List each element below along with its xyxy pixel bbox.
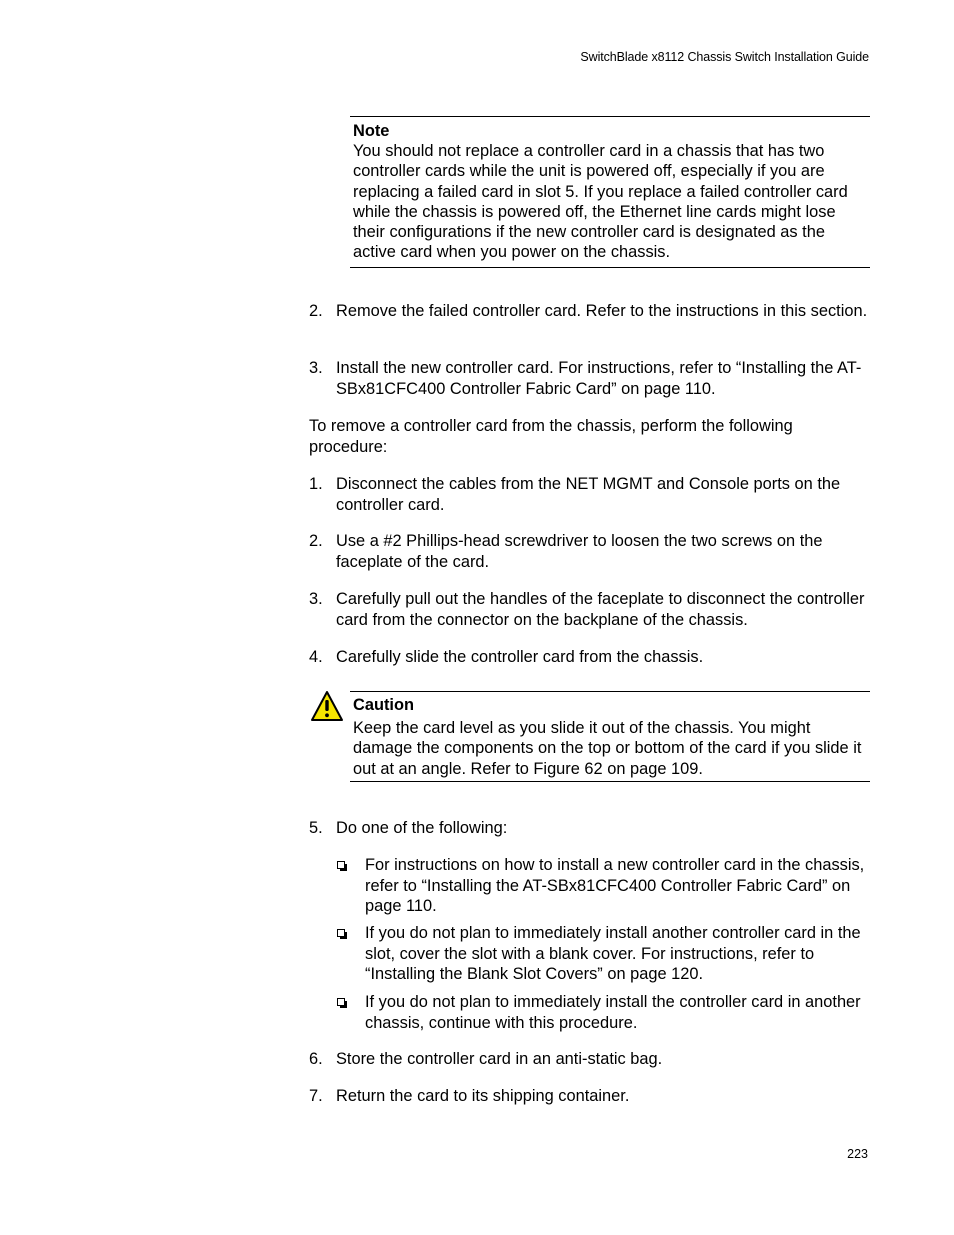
bullet-item bbox=[337, 923, 870, 985]
step-number: 3. bbox=[309, 359, 323, 377]
step-number: 2. bbox=[309, 302, 323, 320]
step-number: 1. bbox=[309, 475, 323, 493]
step-number: 5. bbox=[309, 819, 323, 837]
caution-title: Caution bbox=[353, 696, 415, 714]
list-item bbox=[309, 531, 870, 572]
bullet-text: If you do not plan to immediately install the controller card in another chassis, continue with this procedure. bbox=[365, 993, 861, 1032]
list-item bbox=[309, 818, 870, 839]
step-text: Return the card to its shipping container. bbox=[336, 1087, 630, 1105]
list-item bbox=[309, 1086, 870, 1107]
step-text: Carefully pull out the handles of the faceplate to disconnect the controller card from the connector on the backplane of the chassis. bbox=[336, 590, 865, 629]
step-text: Store the controller card in an anti-static bag. bbox=[336, 1050, 663, 1068]
step-text: Use a #2 Phillips-head screwdriver to loosen the two screws on the faceplate of the card. bbox=[336, 532, 823, 571]
warning-triangle-icon bbox=[310, 690, 344, 722]
step-text: Remove the failed controller card. Refer to the instructions in this section. bbox=[336, 302, 868, 320]
checkbox-bullet-icon bbox=[337, 929, 345, 937]
note-box bbox=[350, 116, 870, 268]
running-header: SwitchBlade x8112 Chassis Switch Installation Guide bbox=[580, 50, 869, 64]
bullet-text: For instructions on how to install a new controller card in the chassis, refer to “Installing the AT-SBx81CFC400 Controller Fabric Card” on page 110. bbox=[365, 856, 865, 915]
note-body: You should not replace a controller card in a chassis that has two controller cards while the unit is powered off, especially if you are replacing a failed card in slot 5. If you replace a failed controller card while the chassis is powered off, the Ethernet line cards might lose their configurations if the new controller card is designated as the active card when you power on the chassis. bbox=[353, 142, 848, 262]
list-item bbox=[309, 474, 870, 515]
step-number: 6. bbox=[309, 1050, 323, 1068]
step-text: Carefully slide the controller card from the chassis. bbox=[336, 648, 704, 666]
page-number: 223 bbox=[847, 1147, 868, 1161]
list-item bbox=[309, 1049, 870, 1070]
bullet-text: If you do not plan to immediately install another controller card in the slot, cover the slot with a blank cover. For instructions, refer to “Installing the Blank Slot Covers” on page 120. bbox=[365, 924, 861, 983]
note-title: Note bbox=[353, 122, 390, 140]
caution-body: Keep the card level as you slide it out of the chassis. You might damage the components on the top or bottom of the card if you slide it out at an angle. Refer to Figure 62 on page 109. bbox=[353, 719, 862, 778]
list-item bbox=[309, 647, 870, 668]
step-number: 7. bbox=[309, 1087, 323, 1105]
bullet-item bbox=[337, 855, 870, 917]
step-text: Install the new controller card. For instructions, refer to “Installing the AT-SBx81CFC400 Controller Fabric Card” on page 110. bbox=[336, 359, 862, 398]
list-item bbox=[309, 301, 870, 322]
step-text: Disconnect the cables from the NET MGMT and Console ports on the controller card. bbox=[336, 475, 841, 514]
list-item bbox=[309, 589, 870, 630]
step-text: Do one of the following: bbox=[336, 819, 508, 837]
bullet-item bbox=[337, 992, 870, 1033]
procedure-intro: To remove a controller card from the chassis, perform the following procedure: bbox=[309, 417, 793, 456]
checkbox-bullet-icon bbox=[337, 998, 345, 1006]
step-number: 3. bbox=[309, 590, 323, 608]
checkbox-bullet-icon bbox=[337, 861, 345, 869]
caution-box bbox=[350, 691, 870, 782]
step-number: 2. bbox=[309, 532, 323, 550]
step-number: 4. bbox=[309, 648, 323, 666]
list-item bbox=[309, 358, 870, 399]
